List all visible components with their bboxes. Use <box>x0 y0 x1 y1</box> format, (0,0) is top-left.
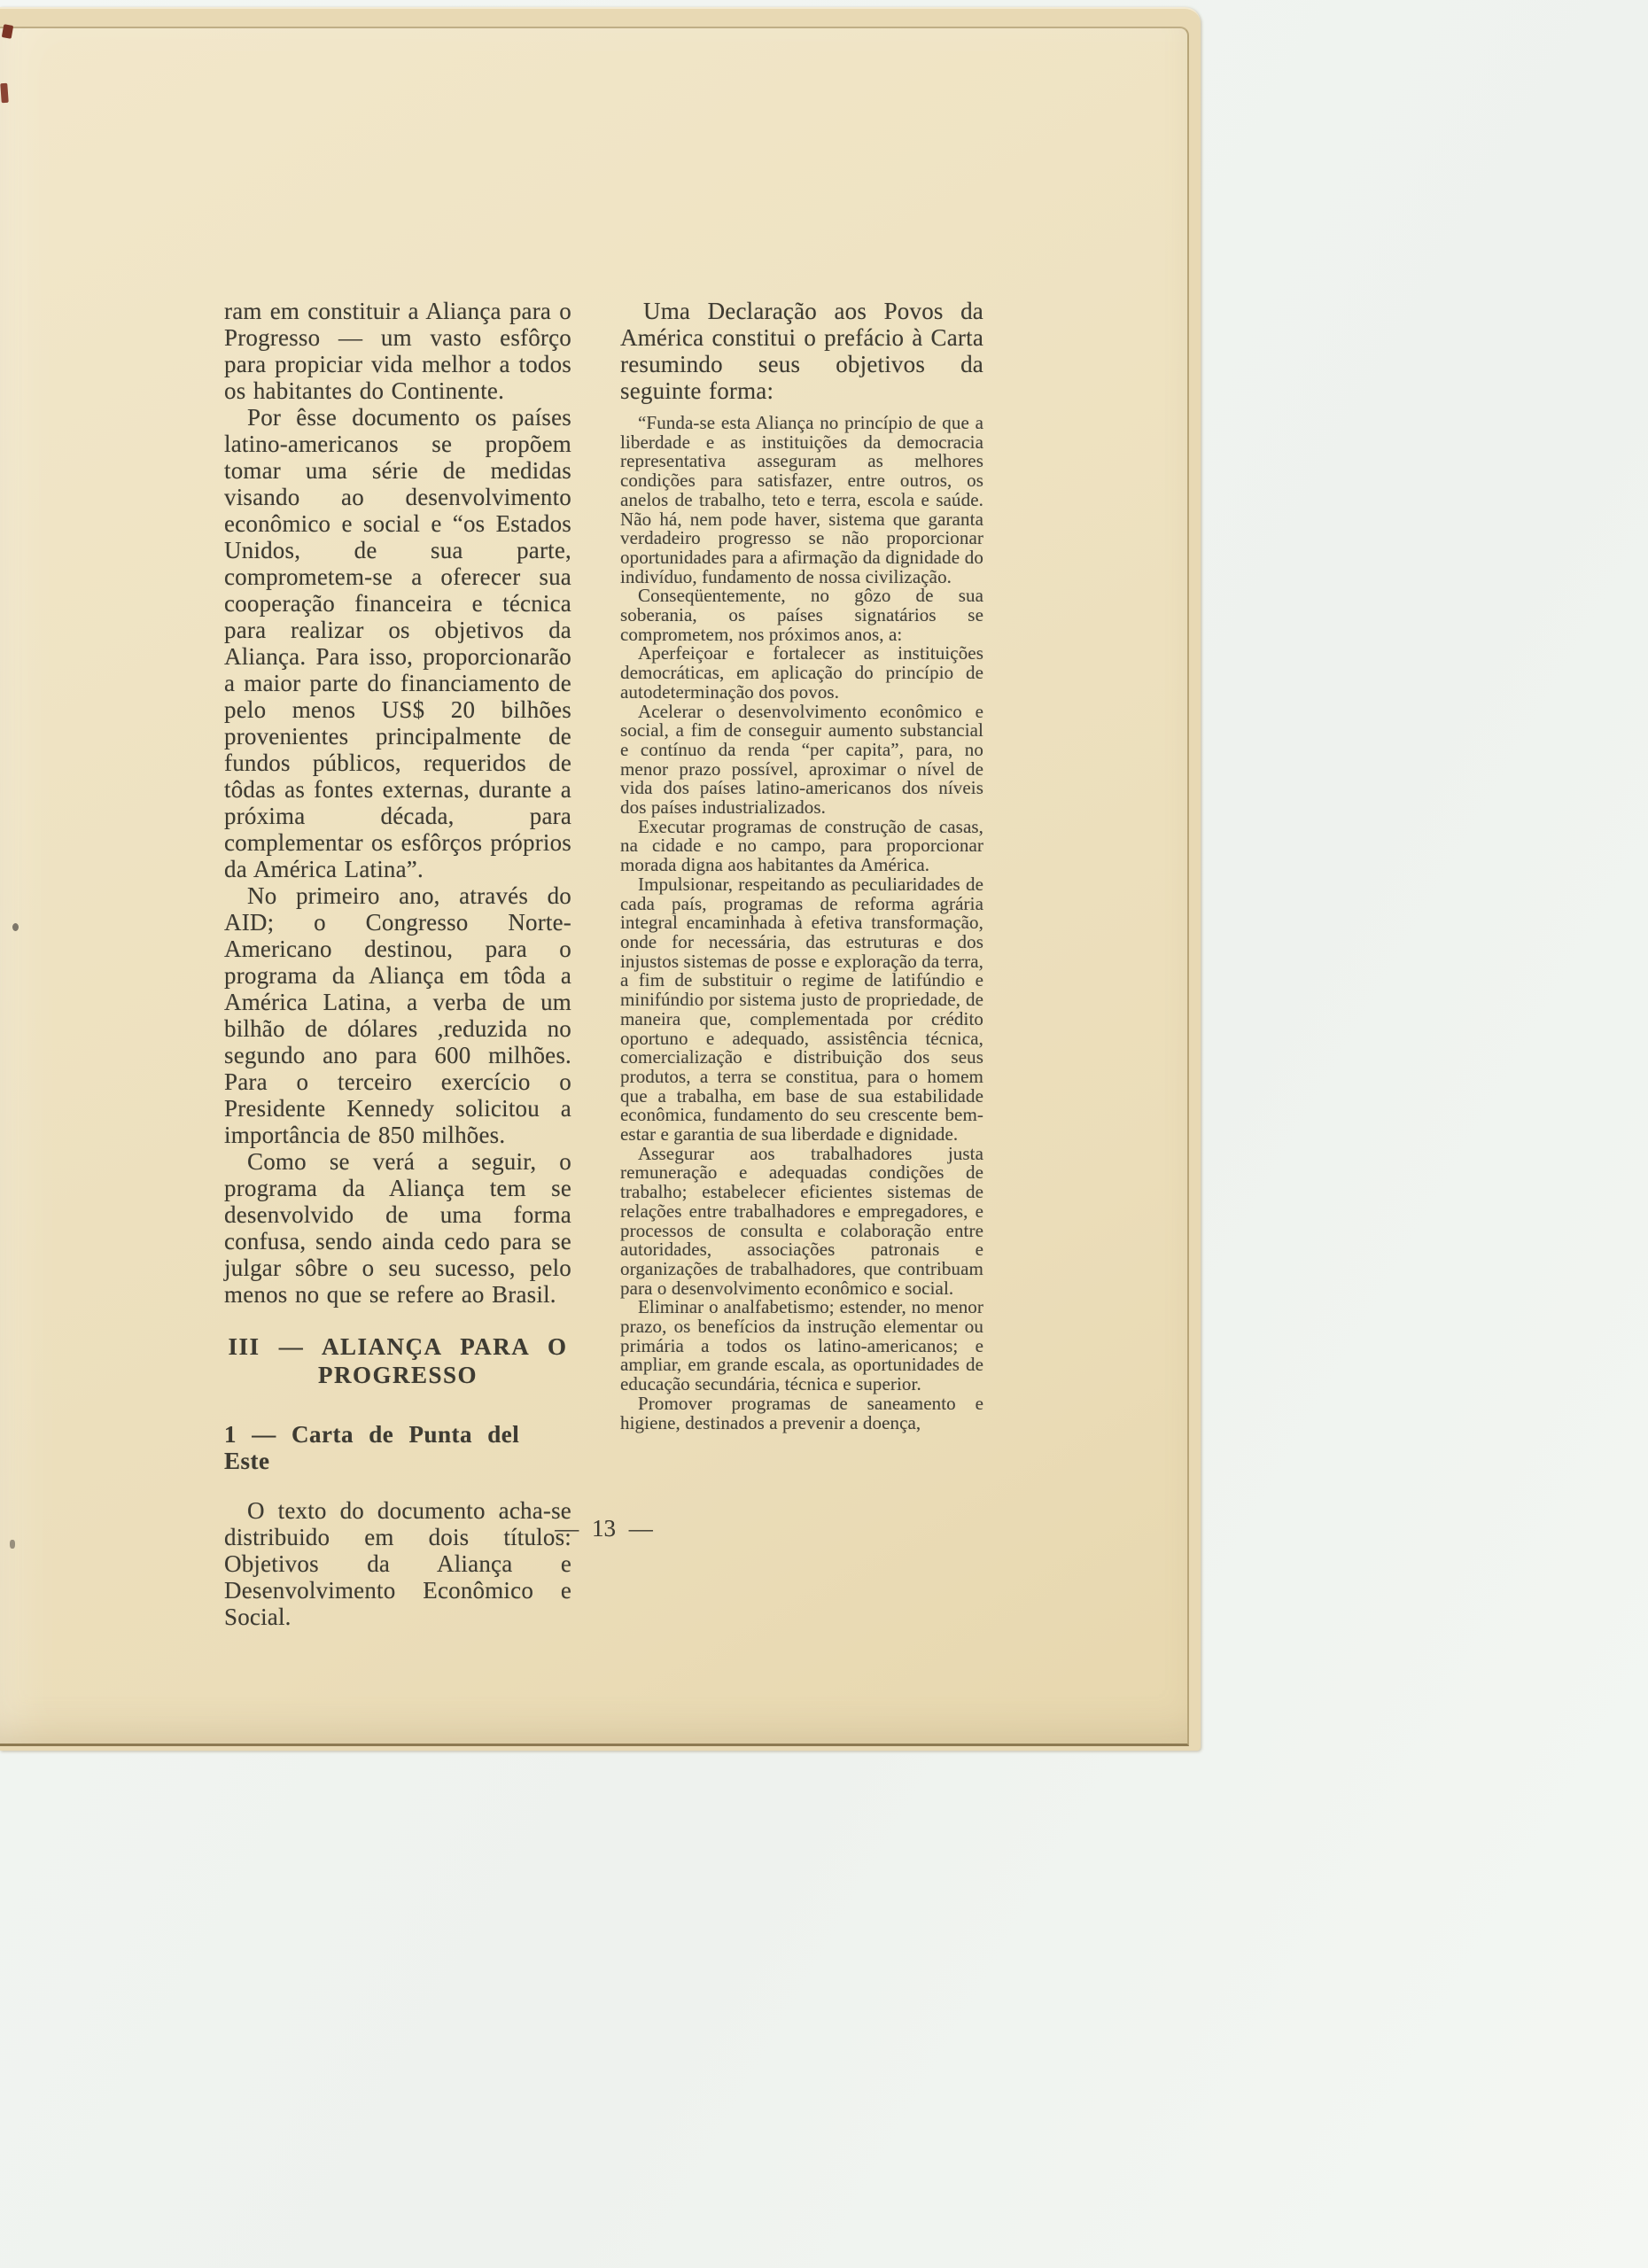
paragraph: O texto do documento acha-se distribuido em dois títulos: Objetivos da Aliança e Desenvolvimento Econômico e Social. <box>224 1497 571 1630</box>
sub-heading: 1 — Carta de Punta del Este <box>224 1421 520 1474</box>
section-heading <box>224 1332 571 1389</box>
quote-paragraph: Eliminar o analfabetismo; estender, no menor prazo, os benefícios da instrução elementar ou primária a todos os latino-americanos; e ampliar, em grande escala, as oportunidades de educação secundária, técnica e superior. <box>620 1296 983 1395</box>
ink-speck <box>12 923 19 931</box>
section-heading-line1: III — ALIANÇA PARA O <box>228 1333 568 1360</box>
quote-paragraph: Aperfeiçoar e fortalecer as instituições democráticas, em aplicação do princípio de autodeterminação dos povos. <box>620 642 983 703</box>
quote-paragraph: Acelerar o desenvolvimento econômico e social, a fim de conseguir aumento substancial e contínuo da renda “per capita”, para, no menor prazo possível, aproximar o nível de vida dos países latino-americanos dos níveis dos países industrializados. <box>620 700 983 819</box>
page-number: — 13 — <box>555 1515 653 1542</box>
left-column <box>224 298 571 1630</box>
paragraph-continuation: ram em constituir a Aliança para o Progresso — um vasto esfôrço para propiciar vida melhor a todos os habitantes do Continente. <box>224 298 571 404</box>
book-page <box>0 27 1189 1746</box>
section-heading-line2: PROGRESSO <box>317 1362 478 1388</box>
ink-speck <box>10 1540 15 1549</box>
paragraph: Por êsse documento os países latino-americanos se propõem tomar uma série de medidas visando ao desenvolvimento econômico e social e “os Estados Unidos, de sua parte, comprometem-se a oferecer sua cooperação financeira e técnica para realizar os objetivos da Aliança. Para isso, proporcionarão a maior parte do financiamento de pelo menos US$ 20 bilhões provenientes principalmente de fundos públicos, requeridos de tôdas as fontes externas, durante a próxima década, para complementar os esfôrços próprios da América Latina”. <box>224 404 571 882</box>
quote-paragraph: Executar programas de construção de casas, na cidade e no campo, para proporcionar morada digna aos habitantes da América. <box>620 815 983 876</box>
paragraph: Como se verá a seguir, o programa da Aliança tem se desenvolvido de uma forma confusa, sendo ainda cedo para se julgar sôbre o seu sucesso, pelo menos no que se refere ao Brasil. <box>224 1148 571 1308</box>
quote-paragraph: Assegurar aos trabalhadores justa remuneração e adequadas condições de trabalho; estabelecer eficientes sistemas de relações entre trabalhadores e empregadores, e processos de consulta e colaboração entre autoridades, associações patronais e organizações de trabalhadores, que contribuam para o desenvolvimento econômico e social. <box>620 1142 983 1299</box>
paragraph: No primeiro ano, através do AID; o Congresso Norte-Americano destinou, para o programa da Aliança em tôda a América Latina, a verba de um bilhão de dólares ,reduzida no segundo ano para 600 milhões. Para o terceiro exercício o Presidente Kennedy solicitou a importância de 850 milhões. <box>224 882 571 1148</box>
paragraph-intro: Uma Declaração aos Povos da América constitui o prefácio à Carta resumindo seus objetivos da seguinte forma: <box>620 298 983 404</box>
quote-paragraph: “Funda-se esta Aliança no princípio de que a liberdade e as instituições da democracia representativa asseguram as melhores condições para satisfazer, entre outros, os anelos de trabalho, teto e terra, escola e saúde. Não há, nem pode haver, sistema que garanta verdadeiro progresso se não proporcionar oportunidades para a afirmação da dignidade do indivíduo, fundamento de nossa civilização. <box>620 412 983 587</box>
quote-paragraph: Impulsionar, respeitando as peculiaridades de cada país, programas de reforma agrária integral encaminhada à efetiva transformação, onde for necessária, das estruturas e dos injustos sistemas de posse e exploração da terra, a fim de substituir o regime de latifúndio e minifúndio por sistema justo de propriedade, de maneira que, complementada por crédito oportuno e adequado, assistência técnica, comercialização e distribuição dos seus produtos, a terra se constitua, para o homem que a trabalha, em base de sua estabilidade econômica, fundamento do seu crescente bem-estar e garantia de sua liberdade e dignidade. <box>620 873 983 1146</box>
ink-speck <box>0 83 9 104</box>
right-column <box>620 298 983 1433</box>
quote-paragraph: Promover programas de saneamento e higiene, destinados a prevenir a doença, <box>620 1392 983 1433</box>
quote-paragraph: Conseqüentemente, no gôzo de sua soberania, os países signatários se comprometem, nos próximos anos, a: <box>620 585 983 645</box>
